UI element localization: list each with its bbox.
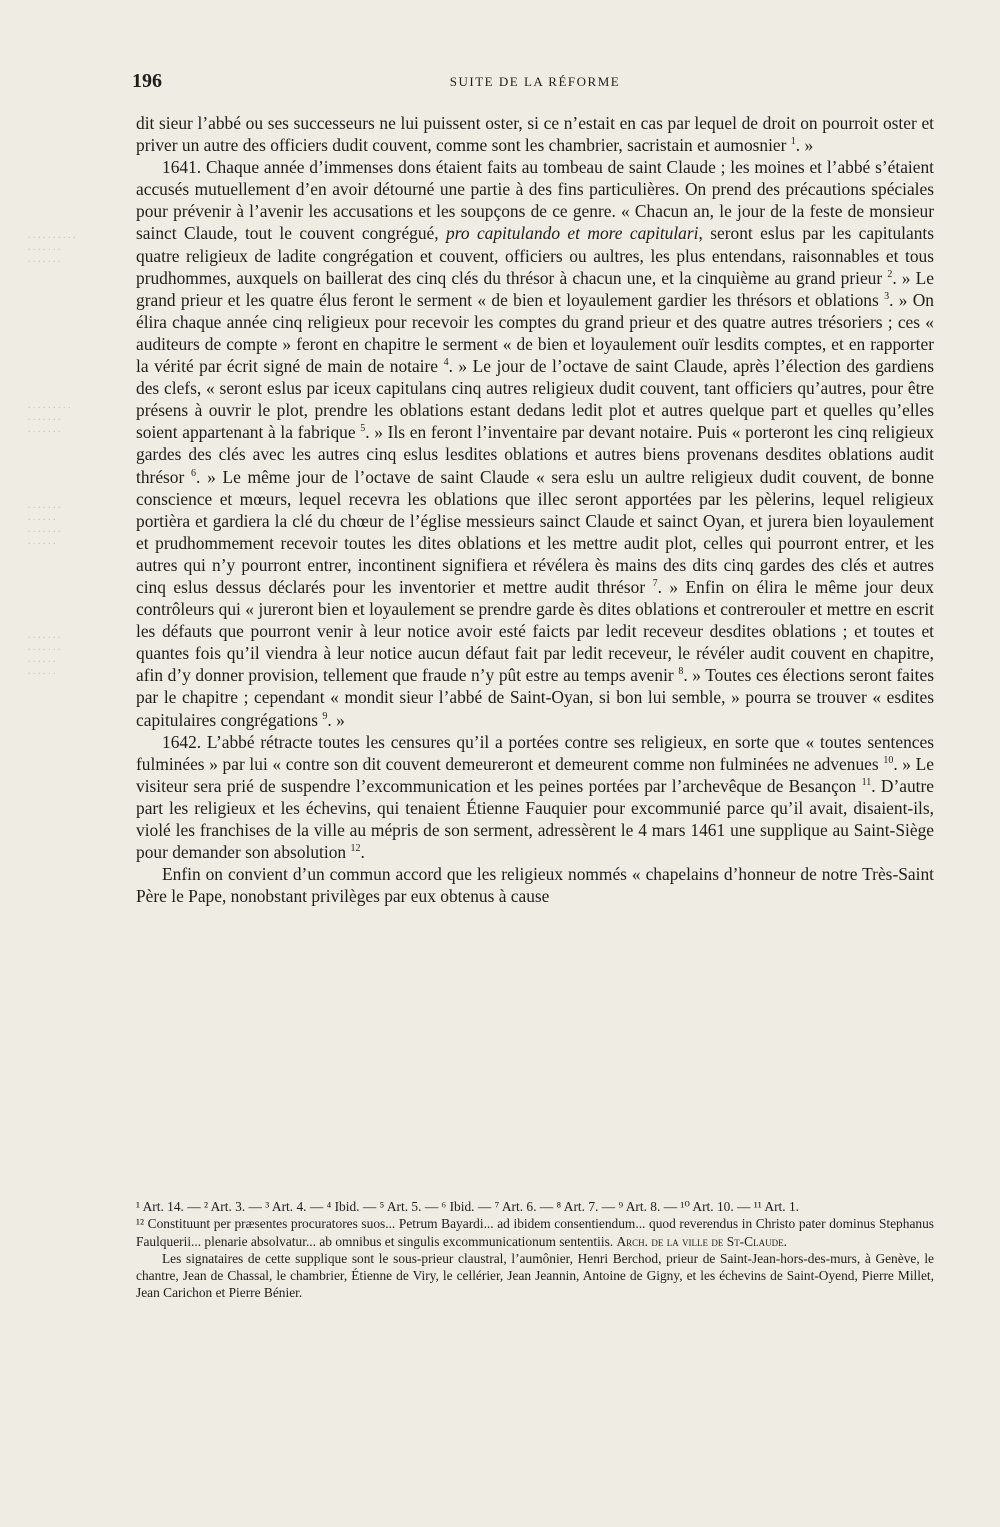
- footnote: [136, 1250, 934, 1302]
- footnote-ref: 5: [360, 423, 366, 435]
- text-run: . » On élira chaque année cinq religieux pour recevoir les comptes du grand prieur et des quatre autres trésoriers ; ces « auditeurs de compte » feront en chapitre le serment « de bien et loyaulement ouïr lesdits comptes, et en rapporter la vérité par écrit signé de main de notaire: [136, 289, 934, 377]
- year-marker: 1642: [162, 731, 197, 752]
- paragraph: [136, 112, 934, 156]
- footnote-ref: 1: [790, 136, 796, 148]
- archive-source: Arch. de la ville de St-Claude.: [616, 1233, 787, 1249]
- show-through-note: . . . . . . . . . . . . . . . . . . . . . . .: [28, 400, 71, 435]
- text-run: . »: [795, 135, 814, 156]
- footnote: [136, 1215, 934, 1250]
- text-run: . » Toutes ces élections seront faites par le chapitre ; cependant « mondit sieur l’abbé de Saint-Oyan, si bon lui semble, » pourra se trouver « esdites capitulaires congrégations: [136, 665, 934, 730]
- page-number: 196: [132, 70, 162, 92]
- text-run: . » Ils en feront l’inventaire par devant notaire. Puis « porteront les cinq religieux gardes des clés avec les autres cinq eslus lesdites oblations et autres biens provenans desdites oblations audit thrésor: [136, 422, 934, 487]
- text-run: . Chaque année d’immenses dons étaient faits au tombeau de saint Claude ; les moines et l’abbé s’étaient accusés mutuellement d’en avoir détourné une partie à des fins particulières. On prend des précautions spéciales pour prévenir à l’avenir les accusations et les soupçons de ce genre. « Chacun an, le jour de la feste de monsieur sainct Claude, tout le couvent congrégué,: [136, 157, 934, 244]
- footnote-ref: 12: [350, 843, 361, 855]
- text-run: . » Le grand prieur et les quatre élus feront le serment « de bien et loyaulement gardier les thrésors et oblations: [136, 267, 934, 310]
- text-run: . »: [327, 709, 345, 730]
- show-through-note: . . . . . . . . . . . . . . . . . . . . . . . . . .: [28, 500, 61, 547]
- paragraph: [136, 863, 934, 907]
- paragraph: [136, 731, 934, 864]
- text-run: . D’autre part les religieux et les échevins, qui tenaient Étienne Fauquier pour excommunié parce qu’il avait, disaient-ils, violé les franchises de la ville au mépris de son serment, adressèrent le 4 mars 1461 une supplique au Saint-Siège pour demander son absolution: [136, 775, 934, 863]
- running-head: SUITE DE LA RÉFORME: [449, 74, 621, 89]
- latin-phrase: pro capitulando et more capitulari: [446, 223, 699, 244]
- footnote-text: ¹² Constituunt per præsentes procuratores suos... Petrum Bayardi... ad ibidem consentiendum... quod reverendus in Christo pater dominus Stephanus Faulquerii... plenarie absolvatur... ab omnibus et singulis excommunicationum sententiis.: [136, 1216, 934, 1249]
- footnote-ref: 11: [861, 777, 872, 789]
- footnotes: [136, 1198, 934, 1302]
- text-run: . L’abbé rétracte toutes les censures qu’il a portées contre ses religieux, en sorte que « toutes sentences fulminées » par lui « contre son dit couvent demeureront et demeurent comme non fulminées ne advenues: [136, 731, 934, 774]
- text-run: . » Le visiteur sera prié de suspendre l’excommunication et les peines portées par l’archevêque de Besançon: [136, 753, 934, 796]
- show-through-note: . . . . . . . . . . . . . . . . . . . . . . . . . .: [28, 630, 61, 677]
- text-run: , seront eslus par les capitulants quatre religieux de ladite congrégation et couvent, officiers ou aultres, les plus entendans, raisonnables et tous prudhommes, auxquels on baillerat des cinq clés du thrésor à chacun une, et la cinquième au grand prieur: [136, 223, 934, 288]
- footnote-text: Les signataires de cette supplique sont le sous-prieur claustral, l’aumônier, Henri Berchod, prieur de Saint-Jean-hors-des-murs, à Genève, le chantre, Jean de Chassal, le chambrier, Étienne de Viry, le cellérier, Jean Jeannin, Antoine de Gigny, et les échevins de Saint-Oyend, Pierre Millet, Jean Carichon et Pierre Bénier.: [136, 1250, 934, 1301]
- text-run: .: [360, 842, 365, 863]
- footnote-ref: 10: [883, 754, 894, 766]
- year-marker: 1641: [162, 157, 197, 178]
- page-header: [132, 70, 938, 100]
- footnote: [136, 1198, 934, 1215]
- text-run: . » Le même jour de l’octave de saint Claude « sera eslu un aultre religieux dudit couvent, de bonne conscience et mœurs, lequel recevra les oblations que illec seront apportées par les pèlerins, lequel religieux portièra et gardiera la clé du chœur de l’église messieurs sainct Claude et sainct Oyan, et jurera bien loyaulement et prudhommement recevoir toutes les dites oblations et les mettre audit plot, celles qui pourront entrer, et les autres qui n’y pourront entrer, incontinent signifiera et révélera ès mains des dits cinq gardes des clés et autres cinq eslus dessus déclarés pour les inventorier et mettre audit thrésor: [136, 466, 934, 597]
- footnote-ref: 4: [443, 357, 449, 369]
- footnote-ref: 8: [678, 666, 684, 678]
- footnote-ref: 7: [652, 578, 658, 590]
- main-text: [136, 112, 934, 907]
- text-run: dit sieur l’abbé ou ses successeurs ne lui puissent oster, si ce n’estait en cas par lequel de droit on pourroit oster et priver un autre des officiers dudit couvent, comme sont les chambrier, sacristain et aumosnier: [136, 113, 934, 156]
- text-run: . » Le jour de l’octave de saint Claude, après l’élection des gardiens des clefs, « seront eslus par iceux capitulans cinq autres religieux dudit couvent, tant officiers qu’autres, pour être présens à ouvrir le plot, prendre les oblations estant dedans ledit plot et autres quelque part et quelles qu’elles soient appartenant à la fabrique: [136, 356, 934, 443]
- footnote-ref: 9: [322, 710, 328, 722]
- footnote-ref: 3: [884, 290, 890, 302]
- text-run: . » Enfin on élira le même jour deux contrôleurs qui « jureront bien et loyaulement se prendre garde ès dites oblations et contrerouler et mettre en escrit les défauts que pourront venir à leur notice avoir esté faicts par ledit receveur desdites oblations ; et toutes et quantes fois qu’il viendra à leur notice aucun défaut fait par ledit receveur, le révéler audit couvent en chapitre, afin d’y donner provision, tellement que fraude n’y pût estre au temps avenir: [136, 576, 934, 686]
- footnote-ref: 6: [191, 467, 197, 479]
- paragraph: [136, 156, 934, 730]
- footnote-ref: 2: [887, 268, 893, 280]
- text-run: Enfin on convient d’un commun accord que les religieux nommés « chapelains d’honneur de notre Très-Saint Père le Pape, nonobstant privilèges par eux obtenus à cause: [136, 864, 934, 907]
- show-through-note: . . . . . . . . . . . . . . . . . . . . . . . .: [28, 230, 76, 265]
- footnote-text: ¹ Art. 14. — ² Art. 3. — ³ Art. 4. — ⁴ Ibid. — ⁵ Art. 5. — ⁶ Ibid. — ⁷ Art. 6. — ⁸ Art. 7. — ⁹ Art. 8. — ¹⁰ Art. 10. — ¹¹ Art. 1.: [136, 1199, 800, 1214]
